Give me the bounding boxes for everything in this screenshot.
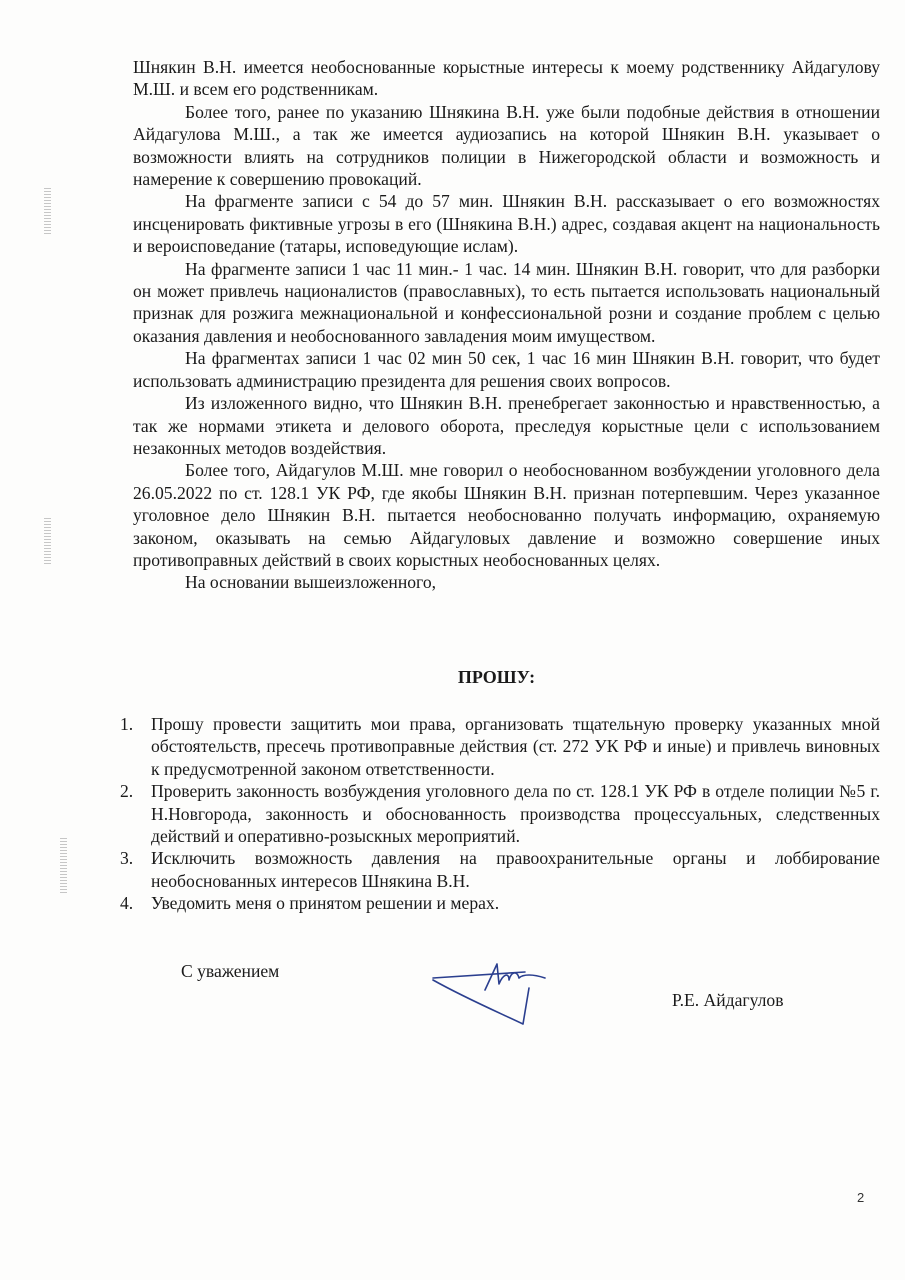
list-item-number: 3. (120, 848, 134, 869)
list-item-text: Проверить законность возбуждения уголовного дела по ст. 128.1 УК РФ в отделе полиции №5 г. Н.Новгорода, законность и обоснованность производства процессуальных, следственных действий и оперативно-розыскных мероприятий. (151, 781, 880, 847)
request-list (120, 713, 880, 915)
list-item (120, 780, 880, 847)
paragraph: Более того, ранее по указанию Шнякина В.Н. уже были подобные действия в отношении Айдагулова М.Ш., а так же имеется аудиозапись на которой Шнякин В.Н. указывает о возможности влиять на сотрудников полиции в Нижегородской области и возможность и намерение к совершению провокаций. (133, 101, 880, 190)
paragraph: На фрагментах записи 1 час 02 мин 50 сек, 1 час 16 мин Шнякин В.Н. говорит, что будет использовать администрацию президента для решения своих вопросов. (133, 348, 880, 391)
paragraph: На фрагменте записи с 54 до 57 мин. Шнякин В.Н. рассказывает о его возможностях инсценировать фиктивные угрозы в его (Шнякина В.Н.) адрес, создавая акцент на национальность и вероисповедание (татары, исповедующие ислам). (133, 191, 880, 257)
list-item-number: 2. (120, 781, 134, 802)
page-number: 2 (857, 1190, 865, 1205)
paragraph: На фрагменте записи 1 час 11 мин.- 1 час. 14 мин. Шнякин В.Н. говорит, что для разборки он может привлечь националистов (православных), то есть пытается использовать национальный признак для розжига межнациональной и конфессиональной розни и создание проблем с целью оказания давления и необоснованного завладения моим имуществом. (133, 258, 880, 346)
list-item-text: Уведомить меня о принятом решении и мерах. (151, 893, 500, 914)
list-item (120, 847, 880, 892)
paragraph: Шнякин В.Н. имеется необоснованные корыстные интересы к моему родственнику Айдагулову М.Ш. и всем его родственникам. (133, 57, 880, 100)
paragraph: Из изложенного видно, что Шнякин В.Н. пренебрегает законностью и нравственностью, а так же нормами этикета и делового оборота, преследуя корыстные цели с использованием незаконных методов воздействия. (133, 393, 880, 458)
scan-margin-mark (60, 838, 67, 894)
scan-margin-mark (44, 518, 51, 564)
signer-name: Р.Е. Айдагулов (672, 990, 784, 1010)
list-item-number: 1. (120, 714, 134, 734)
handwritten-signature (425, 958, 555, 1032)
scan-margin-mark (44, 188, 51, 236)
paragraph: Более того, Айдагулов М.Ш. мне говорил о необоснованном возбуждении уголовного дела 26.05.2022 по ст. 128.1 УК РФ, где якобы Шнякин В.Н. признан потерпевшим. Через указанное уголовное дело Шнякин В.Н. пытается необоснованно получать информацию, охраняемую законом, оказывать на семью Айдагуловых давление и возможно совершение иных противоправных действий в своих корыстных необоснованных целях. (133, 460, 880, 570)
request-heading: ПРОШУ: (457, 667, 536, 687)
closing-phrase: С уважением (181, 961, 280, 981)
signature-stroke (433, 980, 529, 1024)
list-item-text: Исключить возможность давления на правоохранительные органы и лоббирование необоснованных интересов Шнякина В.Н. (151, 848, 880, 891)
list-item (120, 713, 880, 780)
letter-body (133, 56, 880, 594)
list-item-number: 4. (120, 893, 134, 914)
list-item (120, 892, 880, 914)
list-item-text: Прошу провести защитить мои права, организовать тщательную проверку указанных мной обстоятельств, пресечь противоправные действия (ст. 272 УК РФ и иные) и привлечь виновных к предусмотренной законом ответственности. (151, 714, 880, 779)
signature-stroke (485, 964, 545, 990)
paragraph: На основании вышеизложенного, (185, 572, 437, 593)
